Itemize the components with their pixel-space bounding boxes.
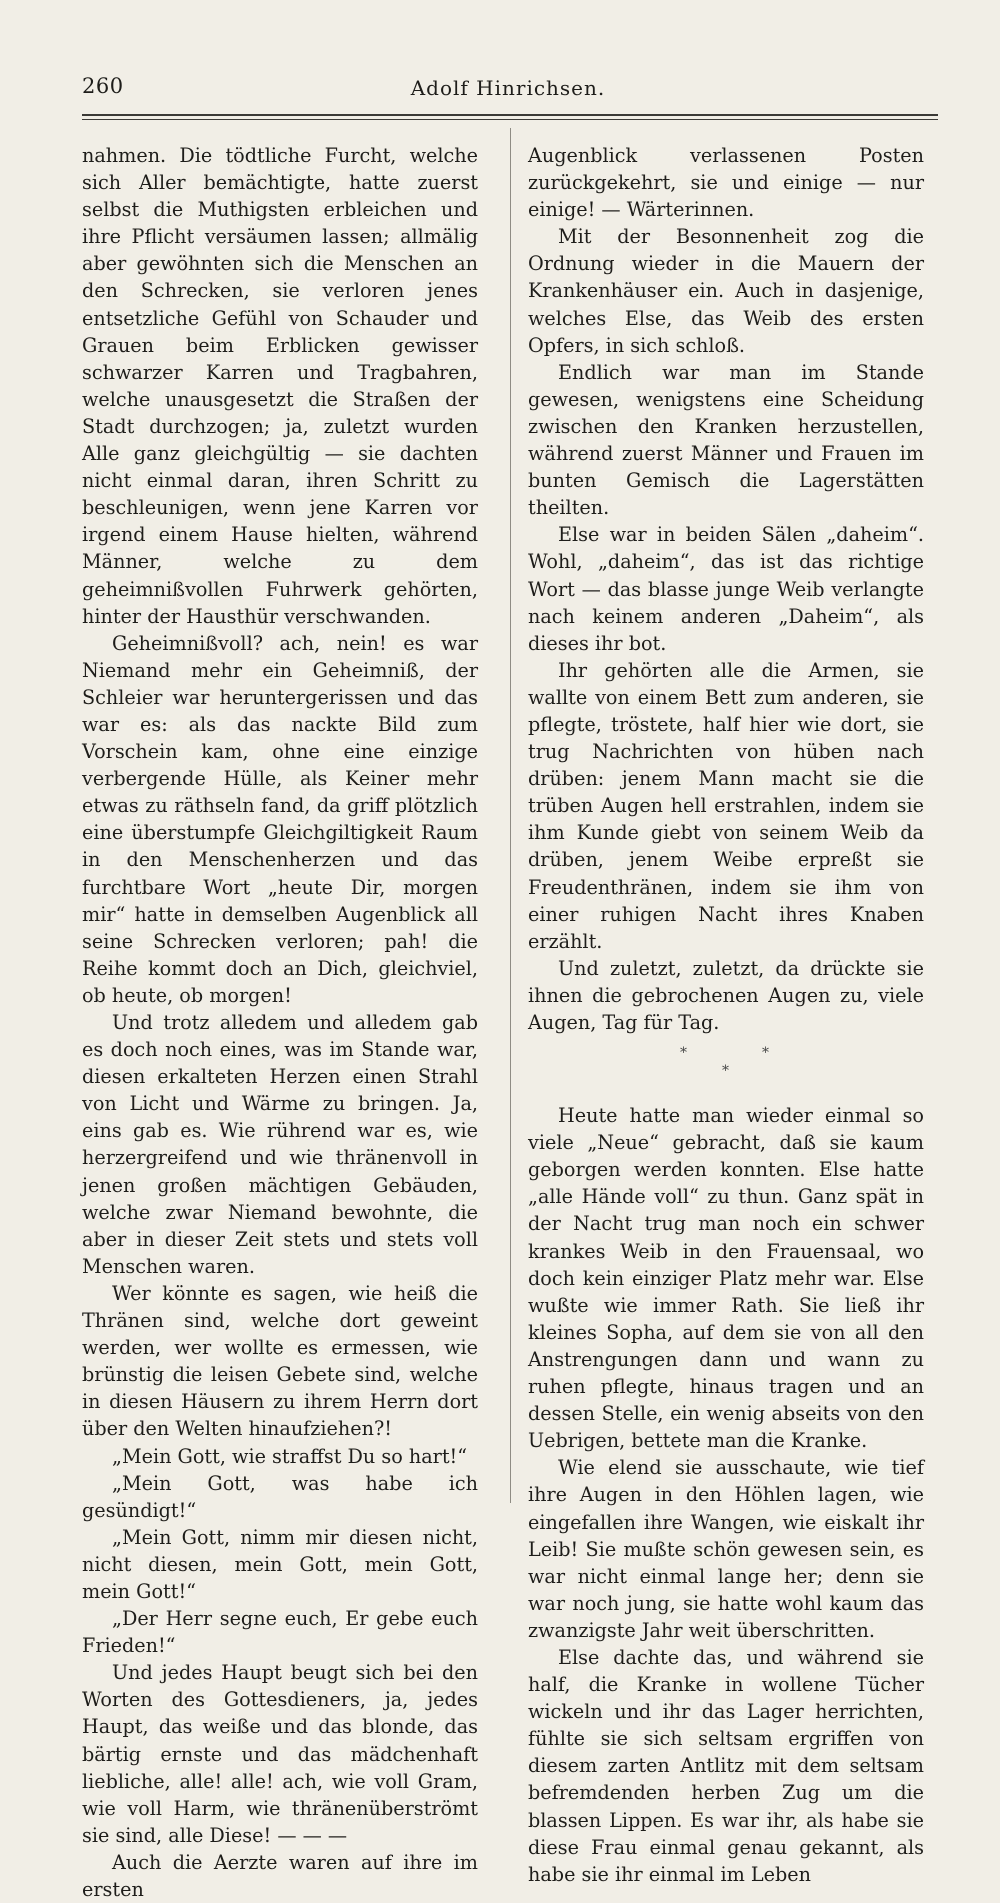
asterisk: * — [680, 1045, 687, 1062]
paragraph: Und zuletzt, zuletzt, da drückte sie ihnen die gebrochenen Augen zu, viele Augen, Tag für Tag. — [528, 956, 924, 1034]
asterisk: * — [762, 1045, 769, 1062]
paragraph: Ihr gehörten alle die Armen, sie wallte von einem Bett zum anderen, sie pflegte, tröstete, half hier wie dort, sie trug Nachrichten von hüben nach drüben: jenem Mann macht sie die trüben Augen hell erstrahlen, indem sie ihm Kunde giebt von seinem Weib da drüben, jenem Weibe erpreßt sie Freudenthränen, indem sie ihm von einer ruhigen Nacht ihres Knaben erzählt. — [528, 658, 924, 953]
paragraph: Geheimnißvoll? ach, nein! es war Niemand mehr ein Geheimniß, der Schleier war heruntergerissen und das war es: als das nackte Bild zum Vorschein kam, ohne eine einzige verbergende Hülle, als Keiner mehr etwas zu räthseln fand, da griff plötzlich eine überstumpfe Gleichgiltigkeit Raum in den Menschenherzen und das furchtbare Wort „heute Dir, morgen mir“ hatte in demselben Augenblick all seine Schrecken verloren; pah! die Reihe kommt doch an Dich, gleichviel, ob heute, ob morgen! — [82, 631, 478, 1007]
paragraph: nahmen. Die tödtliche Furcht, welche sich Aller bemächtigte, hatte zuerst selbst die Muthigsten erbleichen und ihre Pflicht versäumen lassen; allmälig aber gewöhnten sich die Menschen an den Schrecken, sie verloren jenes entsetzliche Gefühl von Schauder und Grauen beim Erblicken gewisser schwarzer Karren und Tragbahren, welche unausgesetzt die Straßen der Stadt durchzogen; ja, zuletzt wurden Alle ganz gleichgültig — sie dachten nicht einmal daran, ihren Schritt zu beschleunigen, wenn jene Karren vor irgend einem Hause hielten, während Männer, welche zu dem geheimnißvollen Fuhrwerk gehörten, hinter der Hausthür verschwanden. — [82, 144, 478, 628]
paragraph: Augenblick verlassenen Posten zurückgekehrt, sie und einige — nur einige! — Wärterinnen. — [528, 144, 924, 222]
paragraph: Endlich war man im Stande gewesen, wenigstens eine Scheidung zwischen den Kranken herzustellen, während zuerst Männer und Frauen im bunten Gemisch die Lagerstätten theilten. — [528, 360, 924, 520]
paragraph: Und trotz alledem und alledem gab es doch noch eines, was im Stande war, diesen erkalteten Herzen einen Strahl von Licht und Wärme zu bringen. Ja, eins gab es. Wie rührend war es, wie herzergreifend und wie thränenvoll in jenen großen mächtigen Gebäuden, welche zwar Niemand bewohnte, die aber in dieser Zeit stets und stets voll Menschen waren. — [82, 1011, 478, 1278]
paragraph: Wer könnte es sagen, wie heiß die Thränen sind, welche dort geweint werden, wer wollte es ermessen, wie brünstig die leisen Gebete sind, welche in diesen Häusern zu ihrem Herrn dort über den Welten hinaufziehen?! — [82, 1281, 478, 1441]
paragraph: Heute hatte man wieder einmal so viele „Neue“ gebracht, daß sie kaum geborgen werden konnten. Else hatte „alle Hände voll“ zu thun. Ganz spät in der Nacht trug man noch ein schwer krankes Weib in den Frauensaal, wo doch kein einziger Platz mehr war. Else wußte wie immer Rath. Sie ließ ihr kleines Sopha, auf dem sie von all den Anstrengungen dann und wann zu ruhen pflegte, hinaus tragen und an dessen Stelle, ein wenig abseits von den Uebrigen, bettete man die Kranke. — [528, 1104, 924, 1453]
quote-line: „Mein Gott, was habe ich gesündigt!“ — [82, 1471, 478, 1522]
left-column — [82, 142, 478, 1903]
paragraph: Else war in beiden Sälen „daheim“. Wohl, „daheim“, das ist das richtige Wort — das blasse junge Weib verlangte nach keinem anderen „Daheim“, als dieses ihr bot. — [528, 523, 924, 655]
quote-line: „Mein Gott, wie straffst Du so hart!“ — [112, 1444, 468, 1468]
quote-line: „Mein Gott, nimm mir diesen nicht, nicht diesen, mein Gott, mein Gott, mein Gott!“ — [82, 1525, 478, 1603]
paragraph: Wie elend sie ausschaute, wie tief ihre Augen in den Höhlen lagen, wie eingefallen ihre Wangen, wie eiskalt ihr Leib! Sie mußte schön gewesen sein, es war nicht einmal lange her; denn sie war noch jung, sie hatte wohl kaum das zwanzigste Jahr weit überschritten. — [528, 1456, 924, 1642]
page-header — [78, 74, 938, 108]
paragraph: Mit der Besonnenheit zog die Ordnung wieder in die Mauern der Krankenhäuser ein. Auch in dasjenige, welches Else, das Weib des ersten Opfers, in sich schloß. — [528, 225, 924, 357]
running-title: Adolf Hinrichsen. — [410, 76, 606, 100]
paragraph: Und jedes Haupt beugt sich bei den Worten des Gottesdieners, ja, jedes Haupt, das weiße und das blonde, das bärtig ernste und das mädchenhaft liebliche, alle! alle! ach, wie voll Gram, wie voll Harm, wie thränenüberströmt sie sind, alle Diese! — — — — [82, 1661, 478, 1847]
paragraph: Else dachte das, und während sie half, die Kranke in wollene Tücher wickeln und ihr das Lager herrichten, fühlte sie sich seltsam ergriffen von diesem zarten Antlitz mit dem seltsam befremdenden herben Zug um die blassen Lippen. Es war ihr, als habe sie diese Frau einmal genau gekannt, als habe sie ihr einmal im Leben — [528, 1645, 924, 1886]
page-number: 260 — [82, 74, 124, 98]
asterisk: * — [722, 1063, 729, 1080]
header-rule-thin — [82, 119, 938, 120]
paragraph: Auch die Aerzte waren auf ihre im ersten — [82, 1850, 478, 1901]
header-rule — [82, 114, 938, 116]
quote-line: „Der Herr segne euch, Er gebe euch Frieden!“ — [82, 1607, 478, 1658]
right-column — [528, 142, 924, 1888]
section-break-asterisks — [528, 1036, 924, 1088]
column-divider — [510, 128, 511, 1503]
